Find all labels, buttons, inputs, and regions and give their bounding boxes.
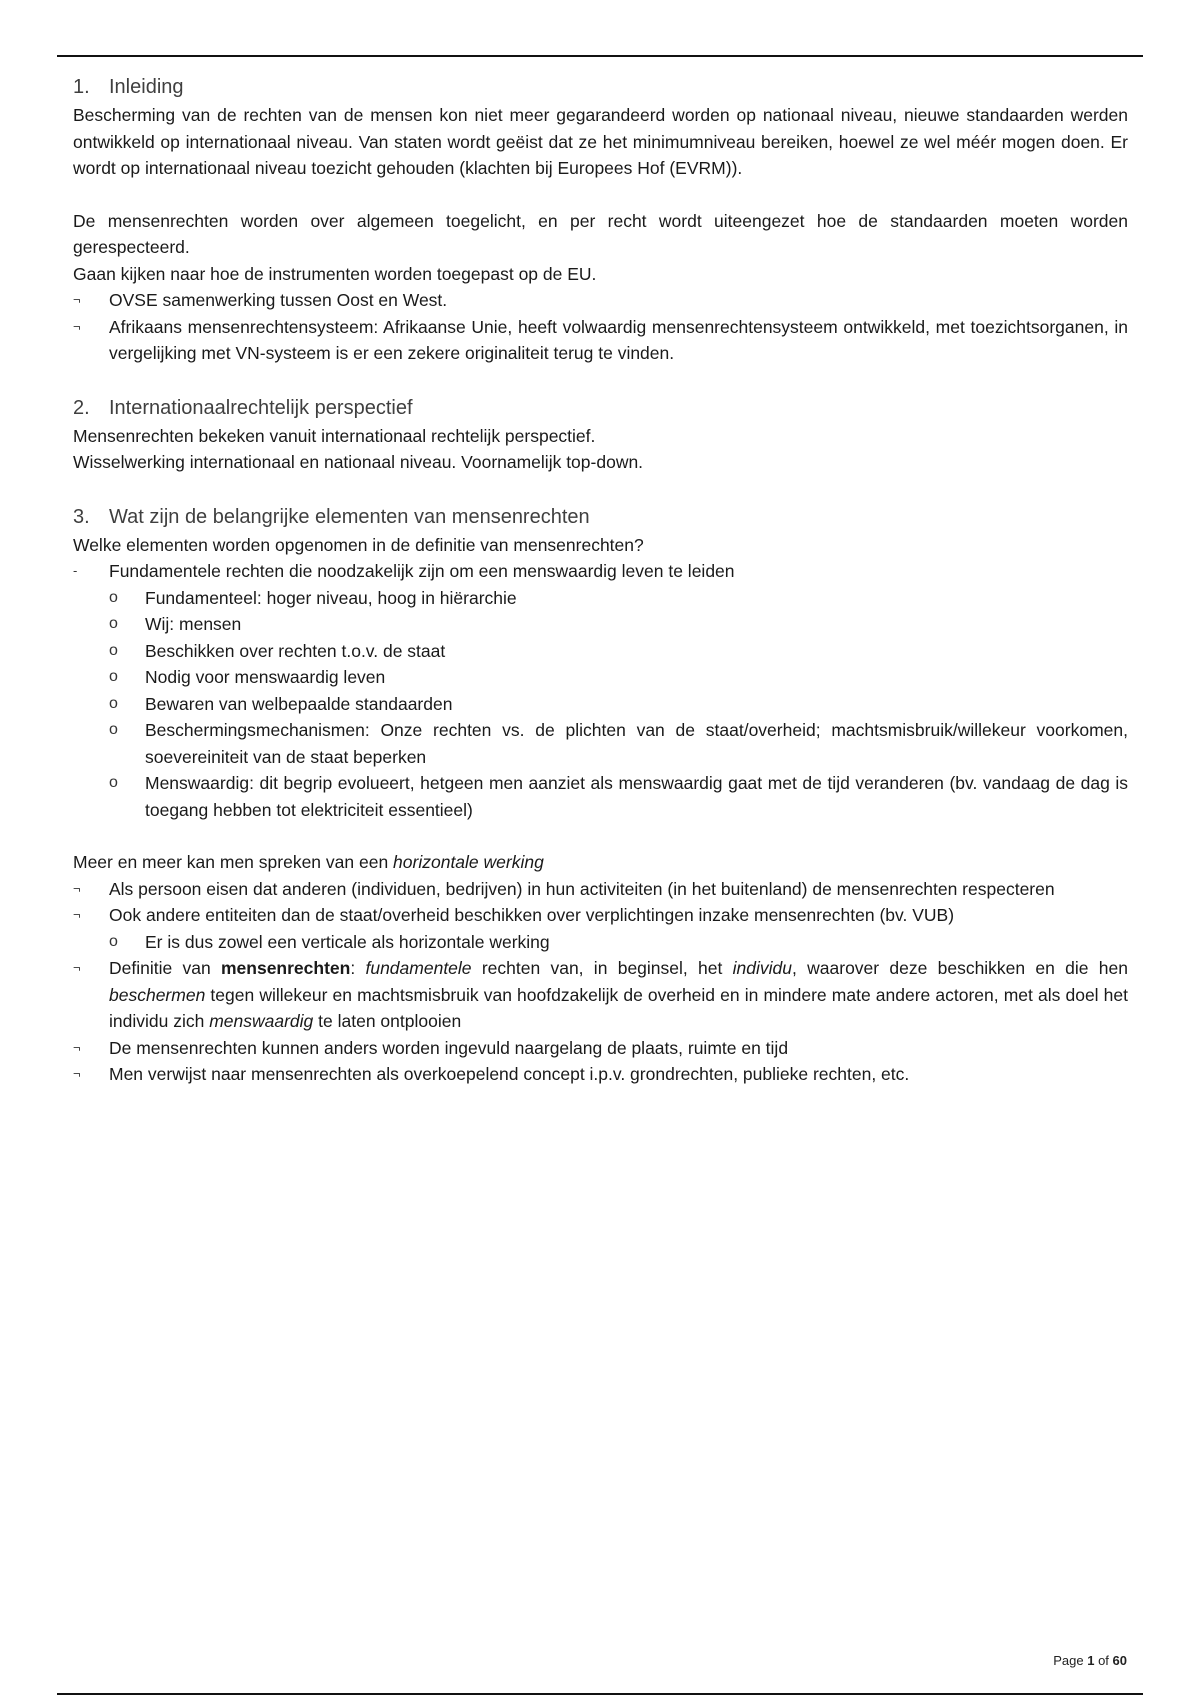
list-item (109, 717, 1128, 770)
section-2-heading (73, 393, 1128, 423)
section-1-bullet-list (73, 287, 1128, 367)
bullet-2-sub-list (109, 929, 1128, 956)
list-item-text: Wij: mensen (145, 614, 242, 634)
arrow-bullet-icon: ¬ (73, 880, 81, 896)
section-1-paragraph-1: Bescherming van de rechten van de mensen kon niet meer gegarandeerd worden op nationaal niveau, nieuwe standaarden werden ontwikkeld op internationaal niveau. Van staten wordt geëist dat ze het minimumniveau bereiken, hoewel ze wel méér mogen doen. Er wordt op internationaal niveau toezicht gehouden (klachten bij Europees Hof (EVRM)). (73, 105, 1128, 178)
section-3-number: 3. (73, 505, 90, 528)
definition-part: te laten ontplooien (313, 1011, 462, 1031)
definition-term-bold: mensenrechten (220, 958, 351, 978)
horizontal-intro-text: Meer en meer kan men spreken van een (73, 852, 389, 872)
list-item-text: Nodig voor menswaardig leven (145, 667, 386, 687)
circle-bullet-icon: o (109, 932, 118, 950)
of-word: of (1098, 1653, 1109, 1668)
footer-rule (57, 1693, 1143, 1695)
list-item-text: Beschikken over rechten t.o.v. de staat (145, 640, 446, 661)
page-number (1053, 1653, 1127, 1668)
definition-part: : (350, 958, 366, 978)
section-3-heading (73, 502, 1128, 532)
section-3-title: Wat zijn de belangrijke elementen van mensenrechten (109, 505, 590, 528)
circle-bullet-icon: o (109, 694, 118, 712)
document-body (73, 72, 1128, 1088)
list-item-text: Men verwijst naar mensenrechten als overkoepelend concept i.p.v. grondrechten, publieke rechten, etc. (109, 1064, 910, 1084)
list-item (73, 876, 1128, 903)
list-item (109, 691, 1128, 718)
list-item-text: Bewaren van welbepaalde standaarden (145, 693, 453, 714)
list-item-text: Als persoon eisen dat anderen (individuen, bedrijven) in hun activiteiten (in het buitenland) de mensenrechten respecteren (109, 878, 1055, 899)
list-item (73, 314, 1128, 367)
list-item (73, 1035, 1128, 1062)
list-item-text: OVSE samenwerking tussen Oost en West. (109, 290, 448, 310)
header-rule (57, 55, 1143, 57)
list-item (109, 585, 1128, 612)
list-item-text: Beschermingsmechanismen: Onze rechten vs. de plichten van de staat/overheid; machtsmisbruik/willekeur voorkomen, soevereiniteit van de staat beperken (145, 720, 1128, 767)
list-item (109, 770, 1128, 823)
list-item-text: Er is dus zowel een verticale als horizontale werking (145, 931, 550, 952)
page-word: Page (1053, 1653, 1084, 1668)
section-2-title: Internationaalrechtelijk perspectief (109, 396, 413, 419)
definition-part: Definitie van (109, 958, 221, 978)
circle-bullet-icon: o (109, 641, 118, 659)
section-1-paragraph-3: Gaan kijken naar hoe de instrumenten worden toegepast op de EU. (73, 263, 597, 284)
definition-italic: menswaardig (209, 1011, 314, 1031)
horizontal-intro (73, 849, 1128, 876)
section-2-line-2: Wisselwerking internationaal en nationaal niveau. Voornamelijk top-down. (73, 452, 644, 472)
list-item (109, 664, 1128, 691)
arrow-bullet-icon: ¬ (73, 1039, 81, 1055)
section-2-line-1: Mensenrechten bekeken vanuit internationaal rechtelijk perspectief. (73, 425, 596, 446)
section-1-title: Inleiding (109, 76, 184, 98)
list-item-text: De mensenrechten kunnen anders worden ingevuld naargelang de plaats, ruimte en tijd (109, 1037, 789, 1058)
list-item-text: Ook andere entiteiten dan de staat/overheid beschikken over verplichtingen inzake mensenrechten (bv. VUB) (109, 905, 955, 925)
list-item (109, 929, 1128, 956)
arrow-bullet-icon: ¬ (73, 907, 81, 922)
current-page: 1 (1087, 1653, 1095, 1668)
arrow-bullet-icon: ¬ (73, 292, 81, 307)
list-item (109, 638, 1128, 665)
definition-italic: fundamentele (365, 958, 472, 978)
section-3-main-list (73, 558, 1128, 823)
definition-part: tegen willekeur en machtsmisbruik van hoofdzakelijk de overheid en in mindere mate andere actoren, met als doel het individu zich (109, 984, 1128, 1031)
section-1-number: 1. (73, 76, 90, 98)
list-item (73, 558, 1128, 823)
list-item-text: Menswaardig: dit begrip evolueert, hetgeen men aanziet als menswaardig gaat met de tijd veranderen (bv. vandaag de dag is toegang hebben tot elektriciteit essentieel) (145, 773, 1128, 820)
definition-part: rechten van, in beginsel, het (471, 958, 733, 978)
list-item-text: Fundamentele rechten die noodzakelijk zijn om een menswaardig leven te leiden (109, 561, 735, 581)
arrow-bullet-icon: ¬ (73, 1066, 81, 1081)
list-item-text: Fundamenteel: hoger niveau, hoog in hiërarchie (145, 587, 517, 608)
circle-bullet-icon: o (109, 721, 118, 738)
circle-bullet-icon: o (109, 588, 118, 606)
section-3-question: Welke elementen worden opgenomen in de definitie van mensenrechten? (73, 534, 644, 555)
list-item (109, 611, 1128, 638)
section-1-paragraph-2: De mensenrechten worden over algemeen toegelicht, en per recht wordt uiteengezet hoe de standaarden moeten worden gerespecteerd. (73, 210, 1128, 257)
section-2-number: 2. (73, 396, 90, 419)
list-item (73, 902, 1128, 955)
horizontal-term: horizontale werking (393, 852, 544, 872)
circle-bullet-icon: o (109, 774, 118, 791)
arrow-bullet-icon: ¬ (73, 318, 81, 334)
list-item-text: Afrikaans mensenrechtensysteem: Afrikaanse Unie, heeft volwaardig mensenrechtensysteem ontwikkeld, met toezichtsorganen, in vergelijking met VN-systeem is er een zekere originaliteit terug te vinden. (109, 316, 1128, 363)
section-1-heading (73, 72, 1128, 102)
definition-italic: beschermen (109, 984, 206, 1005)
section-3-horizontal-list (73, 876, 1128, 1088)
section-3-sub-list (109, 585, 1128, 824)
circle-bullet-icon: o (109, 615, 118, 632)
definition-part: , waarover deze beschikken en die hen (792, 958, 1128, 978)
list-item (73, 1061, 1128, 1088)
circle-bullet-icon: o (109, 668, 118, 685)
list-item (73, 287, 1128, 314)
hyphen-bullet-icon: - (73, 563, 78, 578)
definition-text (109, 958, 1128, 1031)
definition-italic: individu (732, 958, 792, 978)
definition-item (73, 955, 1128, 1035)
arrow-bullet-icon: ¬ (73, 960, 81, 975)
total-pages: 60 (1112, 1653, 1127, 1668)
